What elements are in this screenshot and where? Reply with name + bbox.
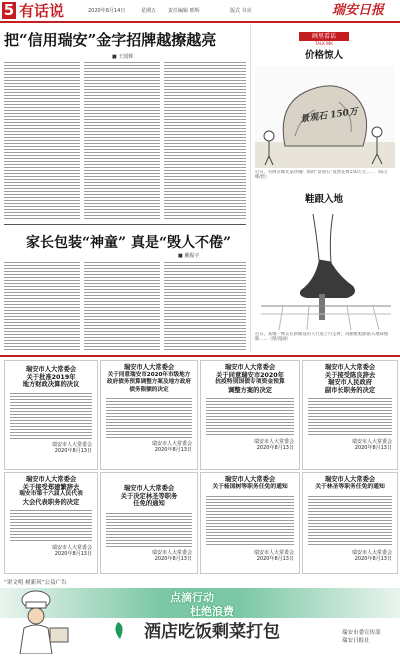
notice-sign: 瑞安市人大常委会 xyxy=(253,439,294,446)
article-divider xyxy=(4,224,246,225)
notice-body xyxy=(206,496,294,546)
second-article-body-col3 xyxy=(164,262,246,352)
notice-title-line: 瑞安市人大常委会 xyxy=(224,364,276,371)
notice-title-line: 瑞安市人民政府 xyxy=(327,379,373,387)
notice-title-line: 关于同意瑞安市2020年 xyxy=(216,371,284,379)
notice-body xyxy=(10,510,92,542)
notice-date: 2020年8月13日 xyxy=(54,551,92,558)
notice-covid-bonds xyxy=(200,360,300,470)
masthead xyxy=(0,0,400,22)
notice-title-line: 关于同意瑞安市2020年市级地方 xyxy=(107,371,191,378)
second-article-body-col1 xyxy=(4,262,80,352)
notice-title-line: 关于批准2019年 xyxy=(26,373,76,381)
notice-appointments-lin xyxy=(100,472,198,574)
page-number-badge: 5 xyxy=(3,1,15,19)
issue-weekday: 星期五 xyxy=(141,8,157,14)
ad-credit-1: 瑞安市委宣传部 xyxy=(342,630,381,636)
issue-date: 2020年8月14日 xyxy=(88,8,126,14)
ad-slogan-bottom: 杜绝浪费 xyxy=(190,605,234,618)
main-article-body-col3 xyxy=(164,62,246,220)
notice-appointments-lin-2 xyxy=(302,472,398,574)
notice-sign: 瑞安市人大常委会 xyxy=(151,549,192,556)
main-article-body-col1 xyxy=(4,62,80,220)
cartoon-section-sub: TALK INK xyxy=(315,41,333,46)
notice-body xyxy=(308,496,392,546)
notice-body xyxy=(10,393,92,439)
notice-title-line: 瑞安市人大常委会 xyxy=(324,364,376,371)
notice-title-line: 债务限额的决定 xyxy=(129,386,169,393)
header-rule xyxy=(0,21,400,23)
notice-title-line: 调整方案的决定 xyxy=(227,386,273,394)
notice-title-line: 关于林圣等职务任免的通知 xyxy=(315,483,385,490)
notice-debt-budget xyxy=(100,360,198,470)
notice-date: 2020年8月13日 xyxy=(154,447,192,454)
notices-top-rule xyxy=(0,355,400,357)
main-article-body-col2 xyxy=(84,62,160,220)
cartoon2-illustration xyxy=(261,210,391,330)
ad-credit-2: 瑞安日报社 xyxy=(342,638,370,644)
notice-fiscal-accounts xyxy=(4,360,98,470)
ad-slogan-top: 点滴行动 xyxy=(170,591,214,604)
notice-title-line: 瑞安市人大常委会 xyxy=(324,476,376,483)
notice-date: 2020年8月13日 xyxy=(256,556,294,563)
notice-appointments-yang xyxy=(200,472,300,574)
notice-sign: 瑞安市人大常委会 xyxy=(253,550,294,557)
notice-date: 2020年8月13日 xyxy=(354,556,392,563)
cartoon1-caption: 近日，有网友曝光某县城广场的“景观石”竟然花费150万元……（陈万峰/绘） xyxy=(255,170,388,181)
second-article-body-col2 xyxy=(84,262,160,352)
notice-title-line: 地方财政决算的决议 xyxy=(22,381,80,389)
main-article-author: ■ 王国辉 xyxy=(112,54,134,60)
notice-title-line: 瑞安市第十六届人民代表 xyxy=(19,491,83,498)
notice-sign: 瑞安市人大常委会 xyxy=(151,441,192,448)
main-article-title: 把“信用瑞安”金字招牌越擦越亮 xyxy=(4,31,217,49)
notice-title-line: 瑞安市人大常委会 xyxy=(25,476,77,483)
notice-date: 2020年8月13日 xyxy=(354,445,392,452)
second-article-author: ■ 戴振宇 xyxy=(178,253,200,259)
notice-date: 2020年8月13日 xyxy=(154,555,192,562)
notice-title-line: 大会代表职务的决定 xyxy=(22,498,80,506)
notice-body xyxy=(308,398,392,436)
notice-body xyxy=(106,513,192,547)
second-article-title: 家长包装“神童” 真是“毁人不倦” xyxy=(26,235,232,251)
chef-illustration xyxy=(6,588,74,654)
notice-deputy-resign xyxy=(4,472,98,574)
notice-title-line: 政府债务预算调整方案及地方政府 xyxy=(107,379,191,386)
notice-title-line: 瑞安市人大常委会 xyxy=(123,485,175,492)
notice-body xyxy=(206,398,294,436)
notice-sign: 瑞安市人大常委会 xyxy=(351,550,392,557)
notice-vice-mayor-resign xyxy=(302,360,398,470)
notice-title-line: 任免的通知 xyxy=(133,500,165,508)
designer-credit: 版式 书亮 xyxy=(230,8,252,14)
notice-date: 2020年8月13日 xyxy=(54,447,92,454)
cartoon-panel xyxy=(250,24,397,352)
cartoon2-title: 鞋跟入地 xyxy=(304,194,343,205)
notice-title-line: 抗疫特别国债专项资金预算 xyxy=(215,379,285,386)
public-service-ad xyxy=(0,576,400,656)
cartoon-section-label: 画里看话 xyxy=(299,32,349,41)
paper-logo: 瑞安日报 xyxy=(332,3,385,18)
ad-top-label: “讲文明 树新风”公益广告 xyxy=(4,580,67,586)
notice-title-line: 关于杨国树等职务任免的通知 xyxy=(212,483,288,490)
notice-sign: 瑞安市人大常委会 xyxy=(51,441,92,448)
notice-sign: 瑞安市人大常委会 xyxy=(51,545,92,552)
notice-title-line: 瑞安市人大常委会 xyxy=(224,476,276,483)
cartoon2-caption: 近日，某地一网友在新铺设的人行道上行走时，高跟鞋鞋跟陷入地砖缝隙……（图/漫画） xyxy=(255,332,389,343)
editor-credit: 责任编辑 邢辉 xyxy=(168,8,200,14)
notice-date: 2020年8月13日 xyxy=(256,445,294,452)
notice-title-line: 副市长职务的决定 xyxy=(324,386,376,394)
cartoon1-stone-text: 景观石 150万 xyxy=(299,107,359,125)
notice-title-line: 关于决定林圣等职务 xyxy=(120,492,178,500)
notice-sign: 瑞安市人大常委会 xyxy=(351,439,392,446)
notice-title-line: 关于接受陈良辞去 xyxy=(324,371,376,379)
notice-title-line: 瑞安市人大常委会 xyxy=(25,366,77,373)
section-name: 有话说 xyxy=(19,2,65,20)
ad-headline: 酒店吃饭剩菜打包 xyxy=(144,622,280,642)
notice-body xyxy=(106,398,192,438)
cartoon1-title: 价格惊人 xyxy=(304,50,343,61)
notice-title-line: 瑞安市人大常委会 xyxy=(123,364,175,371)
notice-title-line: 关于接受郑建繁辞去 xyxy=(22,483,80,491)
